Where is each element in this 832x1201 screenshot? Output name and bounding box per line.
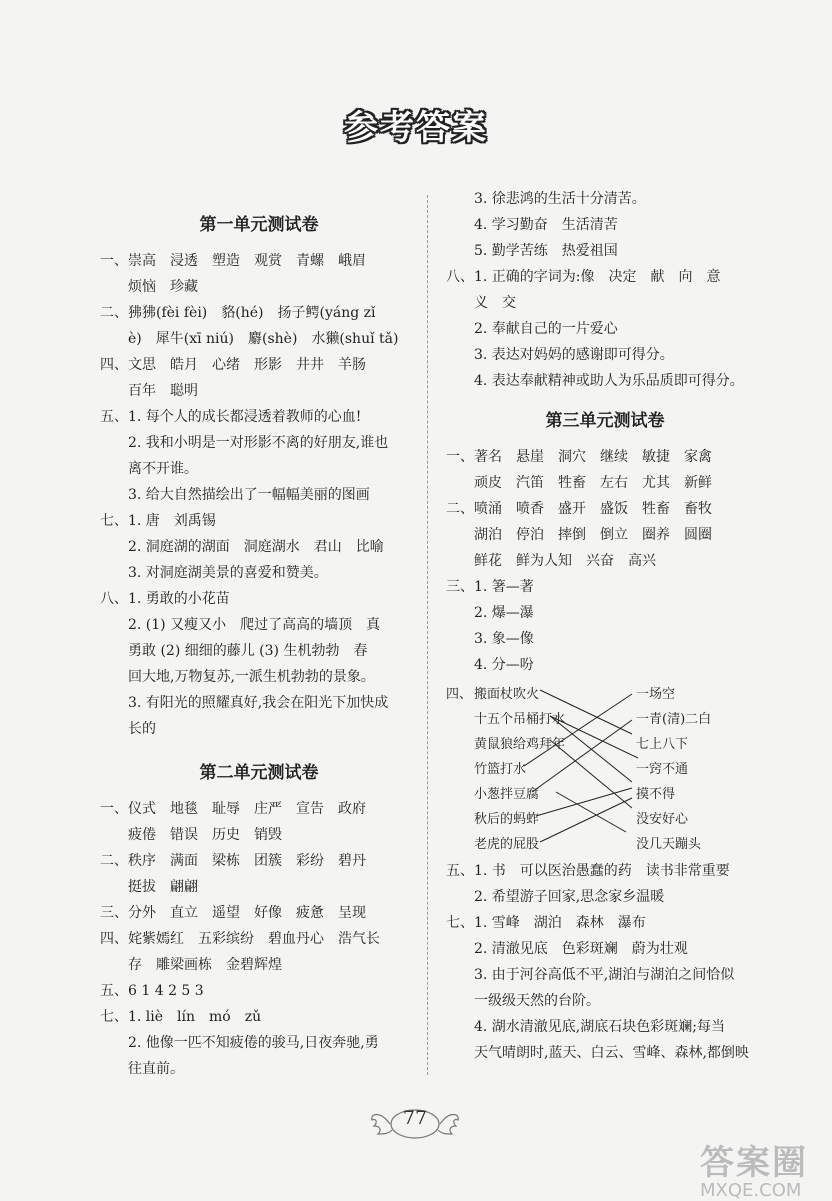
page-number: 77 — [402, 1107, 428, 1129]
answer-line: 烦恼 珍藏 — [128, 279, 198, 295]
answer-line: 八、1. 勇敢的小花苗 — [100, 591, 230, 607]
answer-line: 往直前。 — [128, 1061, 184, 1077]
answer-line: 鲜花 鲜为人知 兴奋 高兴 — [474, 553, 656, 569]
answer-line: 2. 洞庭湖的湖面 洞庭湖水 君山 比喻 — [128, 539, 384, 555]
answer-line: 3. 给大自然描绘出了一幅幅美丽的图画 — [128, 487, 370, 503]
answer-line: 五、1. 每个人的成长都浸透着教师的心血! — [100, 409, 362, 425]
match-right-item: 没几天蹦头 — [636, 837, 702, 852]
answer-line: 3. 由于河谷高低不平,湖泊与湖泊之间恰似 — [474, 967, 735, 983]
unit1-title: 第一单元测试卷 — [199, 215, 319, 235]
answer-line: 4. 学习勤奋 生活清苦 — [474, 217, 618, 233]
unit3-title: 第三单元测试卷 — [545, 411, 665, 431]
answer-line: 天气晴朗时,蓝天、白云、雪峰、森林,都倒映 — [474, 1045, 749, 1061]
answer-line: 顽皮 汽笛 牲畜 左右 尤其 新鲜 — [474, 475, 712, 491]
answer-line: 2. 清澈见底 色彩斑斓 蔚为壮观 — [474, 941, 688, 957]
answer-line: 七、1. liè lín mó zǔ — [100, 1009, 262, 1025]
match-left-item: 秋后的蚂蚱 — [474, 812, 540, 827]
answer-line: è) 犀牛(xī niú) 麝(shè) 水獭(shuǐ tǎ) — [128, 331, 399, 347]
match-label: 四、 — [446, 687, 473, 702]
answer-line: 长的 — [128, 721, 156, 737]
answer-line: 3. 象—像 — [474, 631, 534, 647]
watermark-url: MXQE.COM — [700, 1180, 802, 1201]
answer-line: 3. 有阳光的照耀真好,我会在阳光下加快成 — [128, 695, 389, 711]
answer-line: 2. (1) 又瘦又小 爬过了高高的墙顶 真 — [128, 617, 381, 633]
answer-line: 3. 表达对妈妈的感谢即可得分。 — [474, 347, 674, 363]
answer-line: 湖泊 停泊 摔倒 倒立 圈养 圆圈 — [474, 527, 712, 543]
answer-line: 四、姹紫嫣红 五彩缤纷 碧血丹心 浩气长 — [100, 931, 380, 947]
answer-line: 2. 我和小明是一对形影不离的好朋友,谁也 — [128, 435, 389, 451]
answer-line: 4. 湖水清澈见底,湖底石块色彩斑斓;每当 — [474, 1019, 725, 1035]
page-title: 参考答案 — [344, 108, 488, 148]
answer-line: 五、1. 书 可以医治愚蠢的药 读书非常重要 — [446, 863, 730, 879]
answer-line: 二、狒狒(fèi fèi) 貉(hé) 扬子鳄(yáng zǐ — [100, 305, 376, 321]
match-right-item: 七上八下 — [636, 737, 689, 752]
answer-line: 存 雕梁画栋 金碧辉煌 — [128, 957, 282, 973]
matching-exercise — [446, 682, 764, 858]
answer-line: 离不开谁。 — [128, 461, 198, 477]
watermark-text: 答案圈 — [700, 1143, 808, 1183]
match-left-item: 十五个吊桶打水 — [474, 712, 566, 727]
answer-line: 疲倦 错误 历史 销毁 — [128, 827, 282, 843]
answer-line: 勇敢 (2) 细细的藤儿 (3) 生机勃勃 春 — [128, 643, 368, 659]
answer-line: 义 交 — [474, 295, 516, 311]
match-right-item: 一青(清)二白 — [636, 712, 712, 727]
unit2-title: 第二单元测试卷 — [199, 763, 319, 783]
answer-line: 一级级天然的台阶。 — [474, 993, 600, 1009]
match-left-item: 竹篮打水 — [474, 762, 527, 777]
left-column — [100, 200, 418, 1082]
answer-line: 2. 希望游子回家,思念家乡温暖 — [474, 889, 665, 905]
answer-line: 三、分外 直立 遥望 好像 疲惫 呈现 — [100, 905, 366, 921]
match-right-item: 一场空 — [636, 687, 676, 702]
answer-line: 4. 表达奉献精神或助人为乐品质即可得分。 — [474, 373, 744, 389]
match-right-item: 没安好心 — [636, 812, 689, 827]
right-column — [446, 186, 764, 1066]
answer-line: 5. 勤学苦练 热爱祖国 — [474, 243, 618, 259]
answer-line: 七、1. 雪峰 湖泊 森林 瀑布 — [446, 915, 646, 931]
match-right-item: 一窍不通 — [636, 762, 689, 777]
watermark-logo — [700, 1135, 808, 1201]
match-left-item: 老虎的屁股 — [474, 837, 540, 852]
answer-line: 二、秩序 满面 梁栋 团簇 彩纷 碧丹 — [100, 853, 366, 869]
answer-line: 一、崇高 浸透 塑造 观赏 青螺 峨眉 — [100, 253, 366, 269]
answer-line: 四、文思 皓月 心绪 形影 井井 羊肠 — [100, 357, 366, 373]
answer-line: 二、喷涌 喷香 盛开 盛饭 牲畜 畜牧 — [446, 501, 712, 517]
answer-line: 三、1. 箸—著 — [446, 579, 534, 595]
answer-line: 2. 爆—瀑 — [474, 605, 534, 621]
column-divider — [427, 195, 428, 1075]
match-left-item: 搬面杖吹火 — [474, 687, 540, 702]
answer-line: 2. 他像一匹不知疲倦的骏马,日夜奔驰,勇 — [128, 1035, 379, 1051]
answer-line: 4. 分—吩 — [474, 657, 534, 673]
match-left-item: 小葱拌豆腐 — [474, 787, 540, 802]
answer-line: 百年 聪明 — [128, 383, 198, 399]
answer-line: 3. 对洞庭湖美景的喜爱和赞美。 — [128, 565, 328, 581]
answer-line: 挺拔 翩翩 — [128, 879, 198, 895]
answer-line: 七、1. 唐 刘禹锡 — [100, 513, 216, 529]
answer-line: 一、著名 悬崖 洞穴 继续 敏捷 家禽 — [446, 449, 712, 465]
answer-line: 五、6 1 4 2 5 3 — [100, 983, 204, 999]
answer-line: 3. 徐悲鸿的生活十分清苦。 — [474, 191, 646, 207]
match-right-item: 摸不得 — [636, 787, 676, 802]
answer-line: 2. 奉献自己的一片爱心 — [474, 321, 618, 337]
answer-line: 一、仪式 地毯 耻辱 庄严 宣告 政府 — [100, 801, 366, 817]
answer-line: 回大地,万物复苏,一派生机勃勃的景象。 — [128, 669, 375, 685]
match-left-item: 黄鼠狼给鸡拜年 — [474, 737, 566, 752]
answer-line: 八、1. 正确的字词为:像 决定 献 向 意 — [446, 269, 721, 285]
